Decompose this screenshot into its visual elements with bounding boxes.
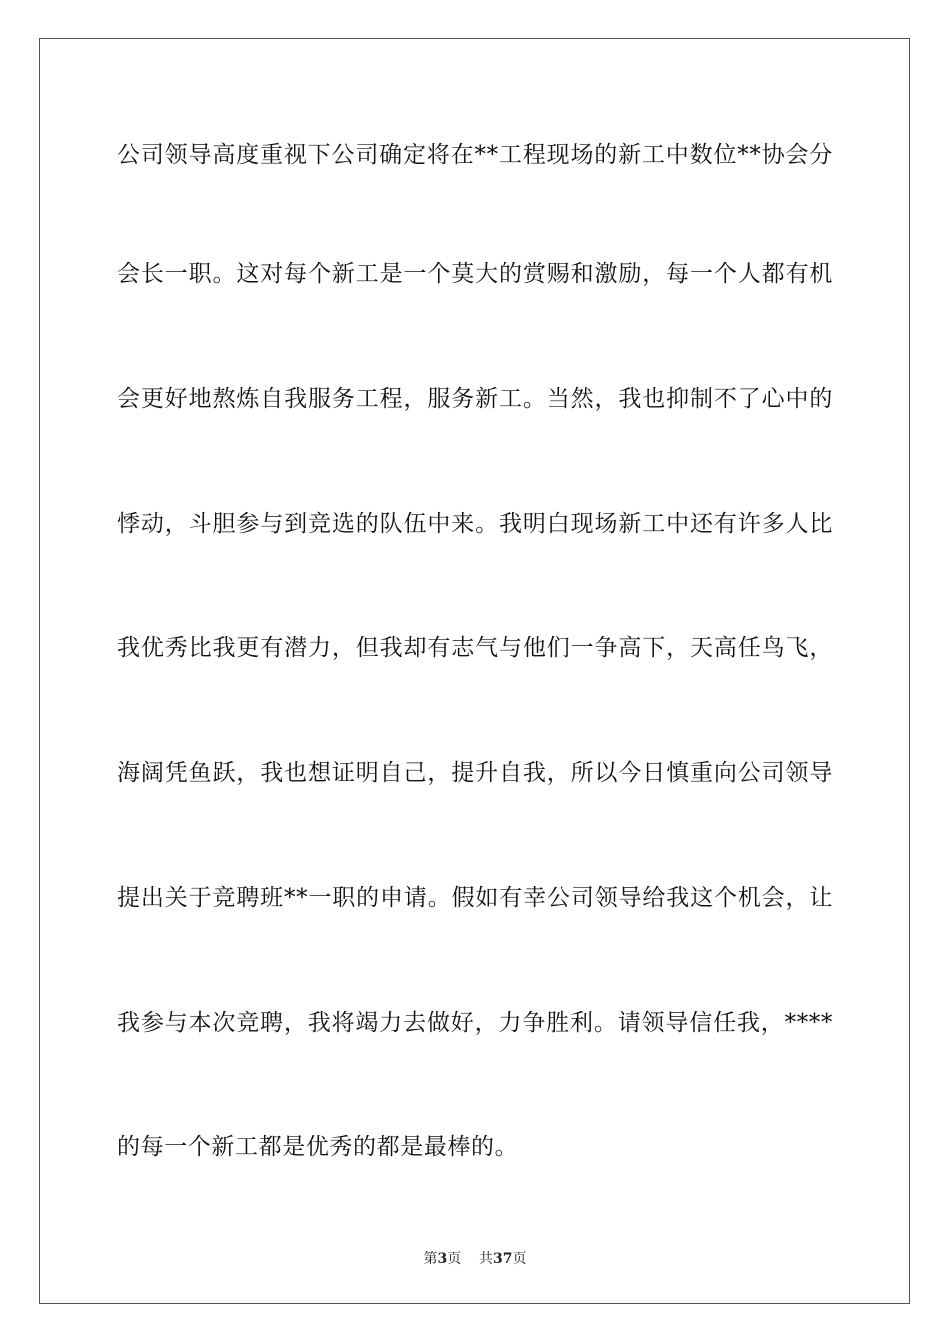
page-number: 3 [437,1251,448,1267]
total-pages-prefix: 共 [479,1251,494,1267]
body-text-line-5: 我优秀比我更有潜力，但我却有志气与他们一争高下，天高任鸟飞， [117,635,833,661]
body-text-line-7: 提出关于竞聘班**一职的申请。假如有幸公司领导给我这个机会，让 [117,885,833,911]
page-number-prefix: 第 [423,1251,438,1267]
body-text-line-3: 会更好地熬炼自我服务工程，服务新工。当然，我也抑制不了心中的 [117,386,833,412]
total-pages: 37 [493,1251,513,1267]
page-number-suffix: 页 [447,1251,462,1267]
body-text-line-9: 的每一个新工都是优秀的都是最棒的。 [117,1134,519,1160]
body-text-line-1: 公司领导高度重视下公司确定将在**工程现场的新工中数位**协会分 [117,142,833,168]
body-text-line-6: 海阔凭鱼跃，我也想证明自己，提升自我，所以今日慎重向公司领导 [117,760,833,786]
page-border [39,38,910,1304]
page-footer [0,1248,950,1268]
body-text-line-8: 我参与本次竞聘，我将竭力去做好，力争胜利。请领导信任我，**** [117,1010,833,1036]
body-text-line-4: 悸动，斗胆参与到竞选的队伍中来。我明白现场新工中还有许多人比 [117,511,833,537]
total-pages-suffix: 页 [512,1251,527,1267]
body-text-line-2: 会长一职。这对每个新工是一个莫大的赏赐和激励，每一个人都有机 [117,261,833,287]
